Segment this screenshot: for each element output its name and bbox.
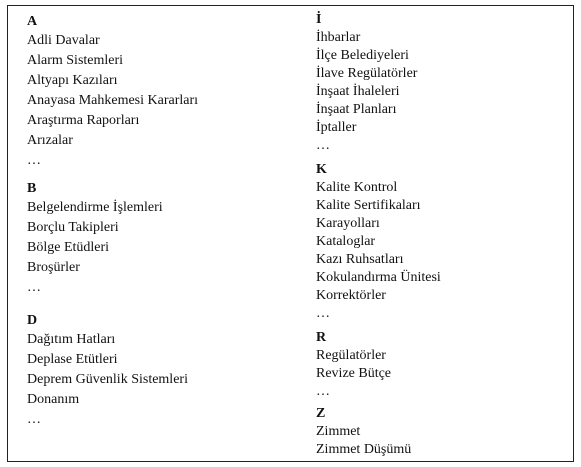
list-item: Bölge Etüdleri (27, 240, 110, 255)
list-item: Adli Davalar (27, 33, 100, 48)
list-item: İhbarlar (316, 30, 361, 45)
list-item: Altyapı Kazıları (27, 73, 118, 88)
list-item: Araştırma Raporları (27, 113, 140, 128)
group-letter: K (316, 162, 327, 177)
ellipsis: … (27, 280, 41, 295)
list-item: Korrektörler (316, 288, 386, 303)
list-item: Alarm Sistemleri (27, 53, 124, 68)
list-item: Arızalar (27, 133, 73, 148)
list-item: Kataloglar (316, 234, 376, 249)
index-group-b (27, 180, 163, 298)
list-item: İnşaat İhaleleri (316, 84, 400, 99)
group-letter: R (316, 330, 327, 345)
index-group-z (316, 404, 411, 459)
list-item: Deprem Güvenlik Sistemleri (27, 372, 188, 387)
group-letter: A (27, 14, 38, 29)
ellipsis: … (316, 138, 330, 153)
list-item: Revize Bütçe (316, 366, 392, 381)
list-item: Donanım (27, 392, 80, 407)
index-group-a (27, 13, 198, 171)
ellipsis: … (316, 384, 330, 399)
list-item: İlçe Belediyeleri (316, 48, 409, 63)
list-item: Belgelendirme İşlemleri (27, 200, 163, 215)
index-group-k (316, 160, 441, 323)
list-item: Karayolları (316, 216, 380, 231)
list-item: İlave Regülatörler (316, 66, 418, 81)
index-table (7, 5, 574, 462)
index-group-d (27, 312, 188, 430)
list-item: Kazı Ruhsatları (316, 252, 404, 267)
index-group-i (316, 10, 417, 155)
group-letter: D (27, 313, 38, 328)
ellipsis: … (316, 306, 330, 321)
list-item: Zimmet (316, 424, 361, 439)
list-item: Broşürler (27, 260, 80, 275)
list-item: Kalite Sertifikaları (316, 198, 421, 213)
group-letter: Z (316, 406, 326, 421)
group-letter: İ (316, 12, 322, 27)
index-group-r (316, 328, 391, 401)
list-item: Regülatörler (316, 348, 386, 363)
list-item: Kalite Kontrol (316, 180, 398, 195)
ellipsis: … (27, 153, 41, 168)
list-item: Borçlu Takipleri (27, 220, 119, 235)
list-item: Kokulandırma Ünitesi (316, 270, 441, 285)
list-item: Anayasa Mahkemesi Kararları (27, 93, 199, 108)
list-item: İnşaat Planları (316, 102, 397, 117)
list-item: İptaller (316, 120, 357, 135)
group-letter: B (27, 181, 37, 196)
list-item: Dağıtım Hatları (27, 332, 116, 347)
ellipsis: … (27, 412, 41, 427)
list-item: Zimmet Düşümü (316, 442, 412, 457)
list-item: Deplase Etütleri (27, 352, 118, 367)
